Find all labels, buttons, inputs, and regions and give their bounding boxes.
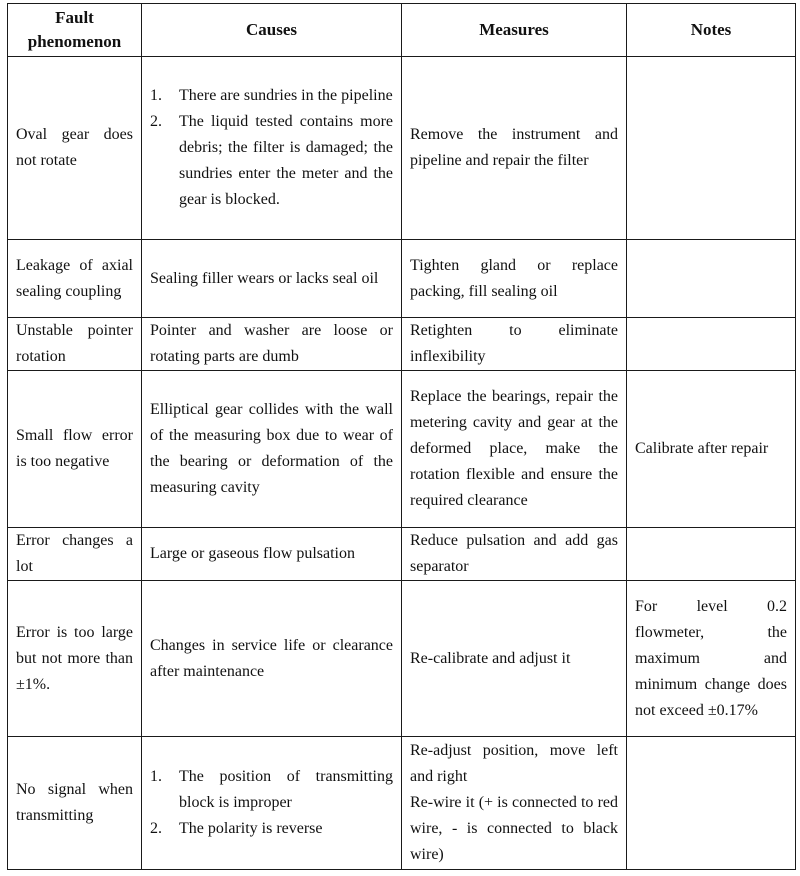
list-item: 1. The position of transmitting block is improper: [150, 768, 393, 811]
causes-cell: Pointer and washer are loose or rotating parts are dumb: [142, 318, 402, 371]
header-notes: Notes: [627, 4, 796, 57]
header-measures: Measures: [402, 4, 627, 57]
causes-cell: Large or gaseous flow pulsation: [142, 528, 402, 581]
causes-cell: Changes in service life or clearance after maintenance: [142, 581, 402, 737]
notes-cell: Calibrate after repair: [627, 371, 796, 528]
causes-cell: Elliptical gear collides with the wall of the measuring box due to wear of the bearing or deformation of the measuring cavity: [142, 371, 402, 528]
fault-phenomenon-cell: No signal when transmitting: [8, 737, 142, 870]
list-item: 2. The polarity is reverse: [150, 820, 323, 837]
table-row: [8, 57, 796, 240]
fault-phenomenon-cell: Oval gear does not rotate: [8, 57, 142, 240]
table-row: [8, 318, 796, 371]
measures-cell: Replace the bearings, repair the metering cavity and gear at the deformed place, make the rotation flexible and ensure the required clearance: [402, 371, 627, 528]
measures-cell: Remove the instrument and pipeline and repair the filter: [402, 57, 627, 240]
measures-cell: Tighten gland or replace packing, fill sealing oil: [402, 240, 627, 318]
table-row: [8, 528, 796, 581]
causes-cell: Sealing filler wears or lacks seal oil: [142, 240, 402, 318]
measures-cell: Reduce pulsation and add gas separator: [402, 528, 627, 581]
fault-phenomenon-cell: Unstable pointer rotation: [8, 318, 142, 371]
measure-line: Re-adjust position, move left and right: [410, 742, 618, 785]
table-row: [8, 581, 796, 737]
measures-cell: Retighten to eliminate inflexibility: [402, 318, 627, 371]
header-row: [8, 4, 796, 57]
causes-list: [150, 764, 393, 842]
fault-phenomenon-cell: Small flow error is too negative: [8, 371, 142, 528]
cause-text: The polarity is reverse: [179, 820, 323, 837]
notes-cell: [627, 57, 796, 240]
notes-cell: For level 0.2 flowmeter, the maximum and minimum change does not exceed ±0.17%: [627, 581, 796, 737]
measures-cell: Re-calibrate and adjust it: [402, 581, 627, 737]
cause-text: The position of transmitting block is improper: [179, 768, 393, 811]
notes-cell: [627, 318, 796, 371]
table-row: [8, 737, 796, 870]
cause-text: There are sundries in the pipeline: [179, 87, 393, 104]
table-row: [8, 371, 796, 528]
fault-phenomenon-cell: Error changes a lot: [8, 528, 142, 581]
fault-phenomenon-cell: Leakage of axial sealing coupling: [8, 240, 142, 318]
fault-table: [7, 3, 796, 870]
notes-cell: [627, 737, 796, 870]
notes-cell: [627, 528, 796, 581]
measures-cell: [402, 737, 627, 870]
causes-cell: [142, 737, 402, 870]
cause-text: The liquid tested contains more debris; the filter is damaged; the sundries enter the meter and the gear is blocked.: [179, 113, 393, 208]
measure-line: Re-wire it (+ is connected to red wire, - is connected to black wire): [410, 794, 618, 863]
causes-list: [150, 83, 393, 213]
list-item: 1. There are sundries in the pipeline: [150, 87, 393, 104]
causes-cell: [142, 57, 402, 240]
fault-phenomenon-cell: Error is too large but not more than ±1%.: [8, 581, 142, 737]
list-item: 2. The liquid tested contains more debris; the filter is damaged; the sundries enter the meter and the gear is blocked.: [150, 113, 393, 208]
table-row: [8, 240, 796, 318]
notes-cell: [627, 240, 796, 318]
header-causes: Causes: [142, 4, 402, 57]
header-fault-phenomenon: Fault phenomenon: [8, 4, 142, 57]
